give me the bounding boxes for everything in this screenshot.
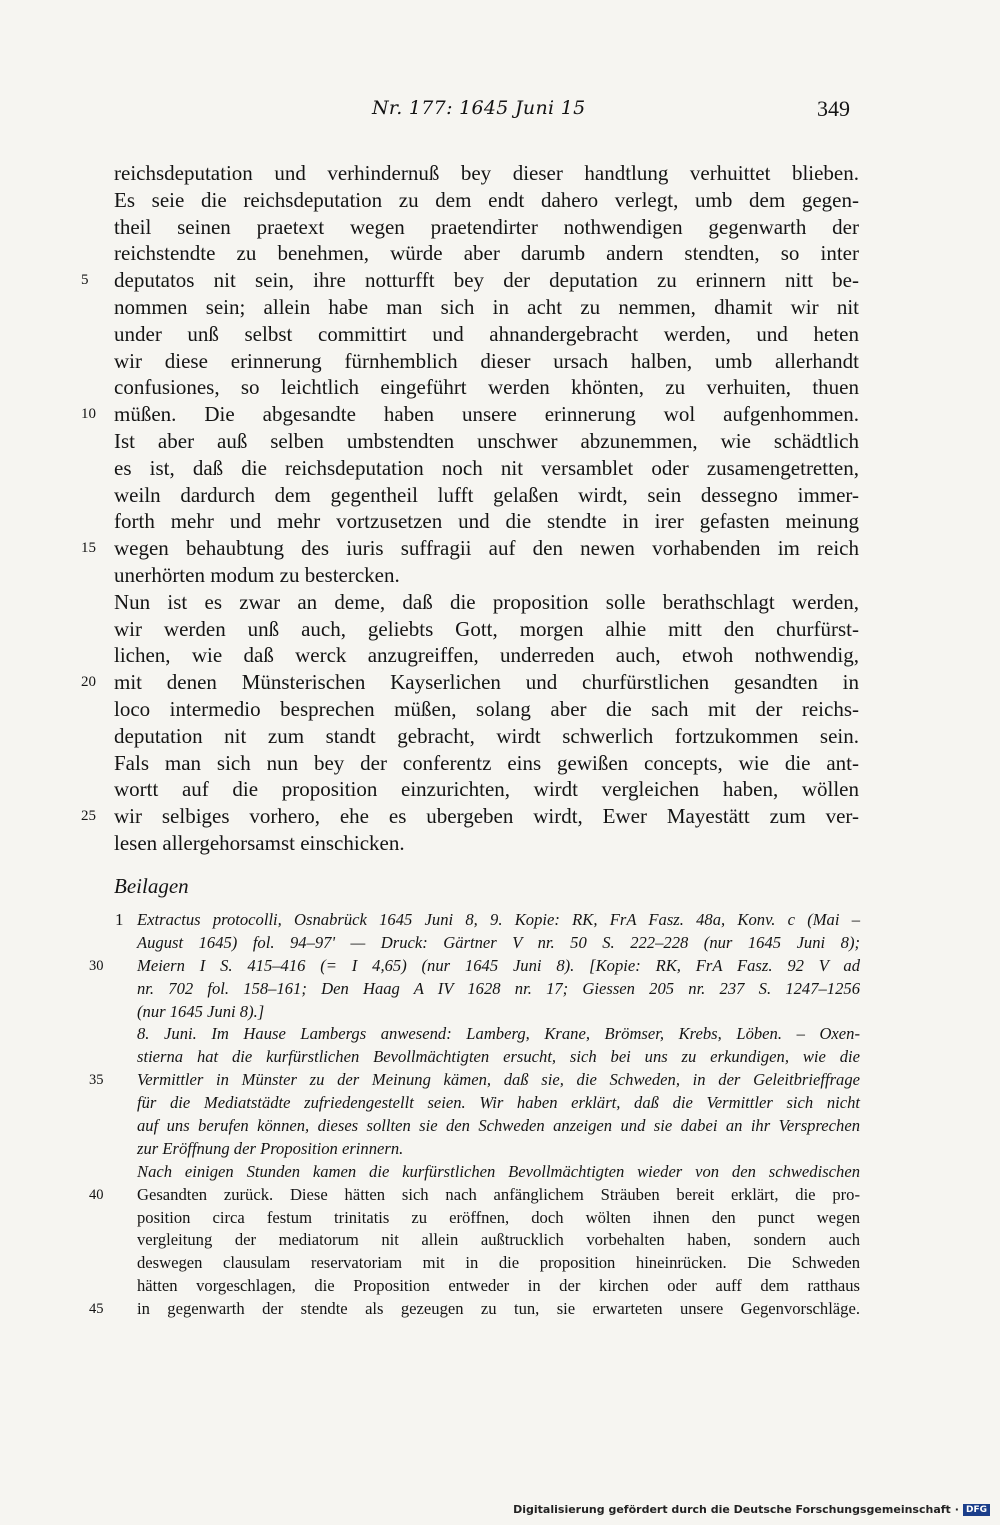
- note-line-content: (nur 1645 Juni 8).]: [137, 1001, 265, 1021]
- text-line-content: wegen behaubtung des iuris suffragii auf den newen vorhabenden im reich: [114, 536, 859, 561]
- note-line-content: für die Mediatstädte zufriedengestellt seien. Wir haben erklärt, daß die Vermittler sich nicht: [137, 1093, 860, 1113]
- note-line: [137, 1229, 860, 1252]
- text-line-content: mit denen Münsterischen Kayserlichen und churfürstlichen gesandten in: [114, 670, 859, 695]
- note-line-content: auf uns berufen können, dieses sollten sie den Schweden anzeigen und sie dabei an ihr Versprechen: [137, 1116, 860, 1136]
- text-line: [114, 294, 859, 321]
- note-line: [137, 1138, 860, 1161]
- text-line-content: nommen sein; allein habe man sich in acht zu nemmen, dhamit wir nit: [114, 294, 859, 319]
- text-line-content: unerhörten modum zu bestercken.: [114, 562, 400, 587]
- note-line-content: vergleitung der mediatorum nit allein außtrucklich vorbehalten haben, sondern auch: [137, 1230, 860, 1250]
- text-line-content: reichstendte zu benehmen, würde aber darumb andern stendten, so inter: [114, 241, 859, 266]
- text-line-content: lesen allergehorsamst einschicken.: [114, 830, 405, 855]
- line-number: 15: [81, 540, 96, 557]
- note-line: [137, 1023, 860, 1046]
- text-line-content: Fals man sich nun bey der conferentz eins gewißen concepts, wie die ant-: [114, 750, 859, 775]
- note-line-content: Gesandten zurück. Diese hätten sich nach anfänglichem Sträuben bereit erklärt, die pro-: [137, 1184, 860, 1204]
- beilagen-notes: [89, 909, 860, 1321]
- text-line-content: under unß selbst committirt und ahnandergebracht werden, und heten: [114, 321, 859, 346]
- text-line: [81, 669, 859, 696]
- note-line-content: Meiern I S. 415–416 (= I 4,65) (nur 1645 Juni 8). [Kopie: RK, FrA Fasz. 92 V ad: [137, 955, 860, 975]
- running-header-title: Nr. 177: 1645 Juni 15: [372, 97, 586, 119]
- note-line: [137, 978, 860, 1001]
- text-line-content: reichsdeputation und verhindernuß bey dieser handtlung verhuittet blieben.: [114, 161, 859, 185]
- note-line: [137, 1207, 860, 1230]
- note-line-content: deswegen clausulam reservatoriam mit in die proposition hineinrücken. Die Schweden: [137, 1253, 860, 1273]
- note-line-content: hätten vorgeschlagen, die Proposition entweder in der kirchen oder auff dem ratthaus: [137, 1276, 860, 1296]
- line-number: 35: [89, 1072, 104, 1089]
- text-line: [114, 214, 859, 241]
- note-line: [137, 1161, 860, 1184]
- text-line: [114, 455, 859, 482]
- text-line-content: forth mehr und mehr vortzusetzen und die stendte in irer gefasten meinung: [114, 509, 859, 534]
- line-number: 20: [81, 674, 96, 691]
- note-line: [115, 909, 860, 932]
- line-number: 25: [81, 808, 96, 825]
- text-line: [81, 535, 859, 562]
- text-line-content: Ist aber auß selben umbstendten unschwer abzunemmen, wie schädtlich: [114, 428, 859, 453]
- text-line: [114, 616, 859, 643]
- text-line-content: weiln dardurch dem gegentheil lufft gelaßen wirdt, sein dessegno immer-: [114, 482, 859, 507]
- note-line-content: zur Eröffnung der Proposition erinnern.: [137, 1138, 404, 1158]
- text-line-content: müßen. Die abgesandte haben unsere erinnerung wol aufgenhommen.: [114, 402, 859, 427]
- note-line: [137, 932, 860, 955]
- note-line: [89, 1298, 860, 1321]
- text-line-content: wir diese erinnerung fürnhemblich dieser ursach halben, umb allerhandt: [114, 348, 859, 373]
- note-line: [137, 1275, 860, 1298]
- note-line-content: Vermittler in Münster zu der Meinung kämen, daß sie, die Schweden, in der Geleitbrieffrage: [137, 1070, 860, 1090]
- text-line: [114, 562, 859, 589]
- beilagen-heading: Beilagen: [114, 874, 189, 898]
- note-line-content: Extractus protocolli, Osnabrück 1645 Juni 8, 9. Kopie: RK, FrA Fasz. 48a, Konv. c (Mai –: [137, 910, 860, 929]
- text-line-content: deputation nit zum standt gebracht, wirdt schwerlich fortzukommen sein.: [114, 723, 859, 748]
- note-line-content: Nach einigen Stunden kamen die kurfürstlichen Bevollmächtigten wieder von den schwedischen: [137, 1161, 860, 1181]
- text-line-content: Nun ist es zwar an deme, daß die proposition solle berathschlagt werden,: [114, 589, 859, 614]
- text-line: [114, 696, 859, 723]
- text-line: [114, 348, 859, 375]
- text-line: [114, 160, 859, 187]
- note-line-content: position circa festum trinitatis zu eröffnen, doch wölten ihnen den punct wegen: [137, 1207, 860, 1227]
- text-line: [114, 321, 859, 348]
- footer-text: Digitalisierung gefördert durch die Deutsche Forschungsgemeinschaft: [513, 1503, 951, 1516]
- note-line: [89, 1069, 860, 1092]
- text-line: [114, 428, 859, 455]
- note-line: [137, 1001, 860, 1024]
- note-line: [137, 1252, 860, 1275]
- dfg-logo-icon: DFG: [963, 1504, 990, 1516]
- text-line: [114, 589, 859, 616]
- note-line: [137, 1046, 860, 1069]
- line-number: 30: [89, 957, 104, 974]
- text-line: [114, 482, 859, 509]
- text-line: [114, 723, 859, 750]
- text-line: [81, 401, 859, 428]
- beilage-number: 1: [115, 910, 124, 929]
- text-line: [114, 187, 859, 214]
- line-number: 5: [81, 272, 89, 289]
- note-line: [137, 1092, 860, 1115]
- text-line-content: deputatos nit sein, ihre notturfft bey der deputation zu erinnern nitt be-: [114, 268, 859, 293]
- text-line: [114, 642, 859, 669]
- text-line-content: theil seinen praetext wegen praetendirter nothwendigen gegenwarth der: [114, 214, 859, 239]
- page-number: 349: [817, 96, 850, 121]
- text-line-content: wir selbiges vorhero, ehe es ubergeben wirdt, Ewer Mayestätt zum ver-: [114, 804, 859, 829]
- text-line-content: Es seie die reichsdeputation zu dem endt dahero verlegt, umb dem gegen-: [114, 187, 859, 212]
- note-line-content: in gegenwarth der stendte als gezeugen zu tun, sie erwarteten unsere Gegenvorschläge.: [137, 1299, 860, 1319]
- text-line-content: wortt auf die proposition einzurichten, wirdt vergleichen haben, wöllen: [114, 777, 859, 802]
- text-line: [114, 240, 859, 267]
- text-line-content: lichen, wie daß werck anzugreiffen, underreden auch, etwoh nothwendig,: [114, 643, 859, 668]
- text-line: [81, 803, 859, 830]
- text-line: [114, 374, 859, 401]
- note-line: [137, 1115, 860, 1138]
- note-line: [89, 1184, 860, 1207]
- footer-separator: ·: [954, 1503, 959, 1516]
- text-line: [114, 508, 859, 535]
- note-line-content: 8. Juni. Im Hause Lambergs anwesend: Lamberg, Krane, Brömser, Krebs, Löben. – Oxen-: [137, 1024, 860, 1044]
- line-number: 10: [81, 406, 96, 423]
- line-number: 45: [89, 1301, 104, 1318]
- note-line-content: August 1645) fol. 94–97' — Druck: Gärtner V nr. 50 S. 222–228 (nur 1645 Juni 8);: [137, 932, 860, 952]
- note-line: [89, 955, 860, 978]
- text-line-content: es ist, daß die reichsdeputation noch nit versamblet oder zusamengetretten,: [114, 455, 859, 480]
- note-line-content: nr. 702 fol. 158–161; Den Haag A IV 1628 nr. 17; Giessen 205 nr. 237 S. 1247–1256: [137, 978, 860, 998]
- footer-credit: [513, 1503, 990, 1516]
- text-line-content: wir werden unß auch, geliebts Gott, morgen alhie mitt den churfürst-: [114, 616, 859, 641]
- note-line-content: stierna hat die kurfürstlichen Bevollmächtigten ersucht, sich bei uns zu erkundigen, wie die: [137, 1047, 860, 1067]
- text-line-content: loco intermedio besprechen müßen, solang aber die sach mit der reichs-: [114, 696, 859, 721]
- text-line: [81, 267, 859, 294]
- text-line: [114, 830, 859, 857]
- text-line-content: confusiones, so leichtlich eingeführt werden khönten, zu verhuiten, thuen: [114, 375, 859, 400]
- text-line: [114, 750, 859, 777]
- text-line: [114, 776, 859, 803]
- main-text-block: [81, 160, 859, 857]
- line-number: 40: [89, 1186, 104, 1203]
